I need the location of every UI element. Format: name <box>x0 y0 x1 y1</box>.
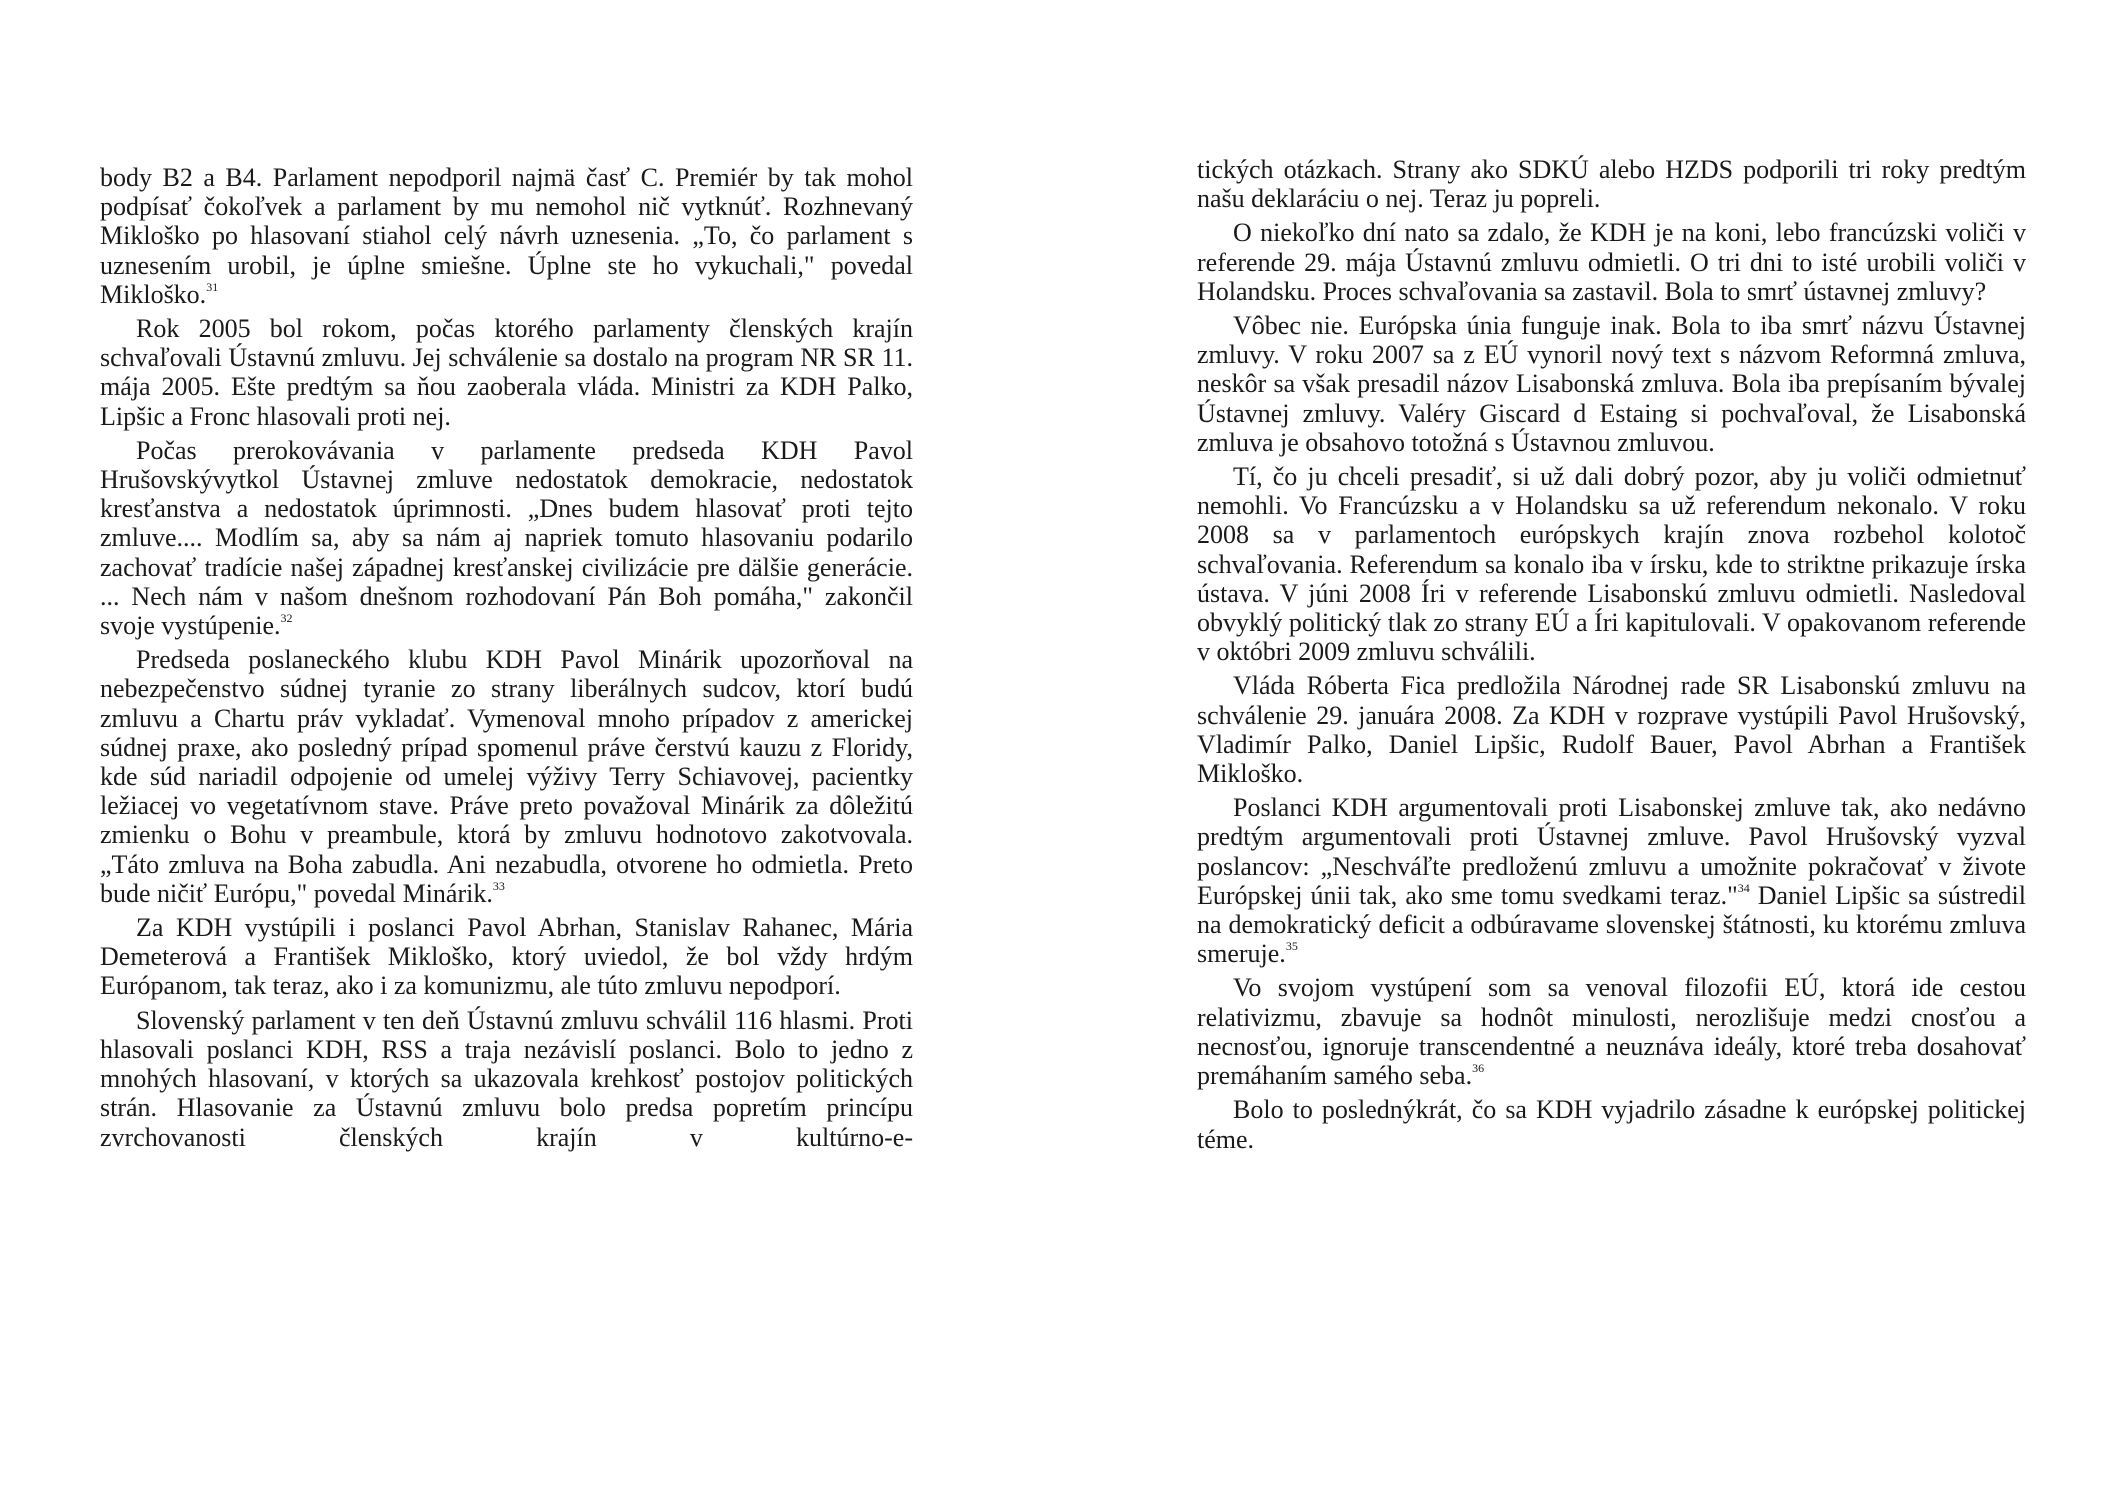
paragraph <box>1197 462 2026 666</box>
footnote-marker: 31 <box>206 279 219 294</box>
paragraph <box>100 913 913 1001</box>
paragraph-text: Za KDH vystúpili i poslanci Pavol Abrhan, Stanislav Rahanec, Mária Demeterová a František Mikloško, ktorý uviedol, že bol vždy hrdým Európanom, tak teraz, ako i za komunizmu, ale túto zmluvu nepodporí. <box>100 913 913 1001</box>
paragraph <box>1197 311 2026 457</box>
paragraph-text: Predseda poslaneckého klubu KDH Pavol Minárik upozorňoval na nebezpečenstvo súdnej tyranie zo strany liberálnych sudcov, ktorí budú zmluvu a Chartu práv vykladať. Vymenoval mnoho prípadov z americkej súdnej praxe, ako posledný prípad spomenul práve čerstvú kauzu z Floridy, kde súd nariadil odpojenie od umelej výživy Terry Schiavovej, pacientky ležiacej vo vegetatívnom stave. Práve preto považoval Minárik za dôležitú zmienku o Bohu v preambule, ktorá by zmluvu hodnotovo zakotvovala. „Táto zmluva na Boha zabudla. Ani nezabudla, otvorene ho odmietla. Preto bude ničiť Európu," povedal Minárik. <box>100 645 913 908</box>
paragraph <box>100 645 913 908</box>
paragraph-text: Vláda Róberta Fica predložila Národnej rade SR Lisabonskú zmluvu na schválenie 29. januára 2008. Za KDH v rozprave vystúpili Pavol Hrušovský, Vladimír Palko, Daniel Lipšic, Rudolf Bauer, Pavol Abrhan a František Mikloško. <box>1197 671 2026 789</box>
footnote-marker: 36 <box>1472 1061 1485 1076</box>
footnote-marker: 32 <box>280 611 293 626</box>
footnote-marker: 35 <box>1285 939 1298 954</box>
paragraph <box>1197 1095 2026 1153</box>
paragraph-text: Tí, čo ju chceli presadiť, si už dali dobrý pozor, aby ju voliči odmietnuť nemohli. Vo Francúzsku a v Holandsku sa už referendum nekonalo. V roku 2008 sa v parlamentoch európskych krajín znova rozbehol kolotoč schvaľovania. Referendum sa konalo iba v írsku, kde to striktne prikazuje írska ústava. V júni 2008 Íri v referende Lisabonskú zmluvu odmietli. Nasledoval obvyklý politický tlak zo strany EÚ a Íri kapitulovali. V opakovanom referende v októbri 2009 zmluvu schválili. <box>1197 462 2026 667</box>
paragraph <box>1197 218 2026 306</box>
paragraph-text: Vo svojom vystúpení som sa venoval filozofii EÚ, ktorá ide cestou relativizmu, zbavuje sa hodnôt minulosti, nerozlišuje medzi cnosťou a necnosťou, ignoruje transcendentné a neuznáva ideály, ktoré treba dosahovať premáhaním samého seba. <box>1197 973 2026 1091</box>
paragraph-text: O niekoľko dní nato sa zdalo, že KDH je na koni, lebo francúzski voliči v referende 29. mája Ústavnú zmluvu odmietli. O tri dni to isté urobili voliči v Holandsku. Proces schvaľovania sa zastavil. Bola to smrť ústavnej zmluvy? <box>1197 218 2026 306</box>
footnote-marker: 34 <box>1737 880 1750 895</box>
paragraph-text: Poslanci KDH argumentovali proti Lisabonskej zmluve tak, ako nedávno predtým argumentovali proti Ústavnej zmluve. Pavol Hrušovský vyzval poslancov: „Neschváľte predloženú zmluvu a umožnite pokračovať v živote Európskej únii tak, ako sme tomu svedkami teraz." <box>1197 793 2026 910</box>
footnote-marker: 33 <box>492 878 505 893</box>
right-page <box>1197 155 2026 1159</box>
paragraph <box>100 1006 913 1152</box>
paragraph <box>100 314 913 431</box>
paragraph <box>100 163 913 309</box>
paragraph-text: Bolo to poslednýkrát, čo sa KDH vyjadrilo zásadne k európskej politickej téme. <box>1197 1095 2026 1154</box>
paragraph-text: body B2 a B4. Parlament nepodporil najmä časť C. Premiér by tak mohol podpísať čokoľvek a parlament by mu nemohol nič vytknúť. Rozhnevaný Mikloško po hlasovaní stiahol celý návrh uznesenia. „To, čo parlament s uznesením urobil, je úplne smiešne. Úplne ste ho vykuchali," povedal Mikloško. <box>100 163 913 309</box>
paragraph-text: Daniel Lipšic sa sústredil na demokratický deficit a odbúravame slovenskej štátnosti, ku ktorému zmluva smeruje. <box>1197 880 2027 969</box>
left-page <box>100 163 913 1157</box>
paragraph-text: Slovenský parlament v ten deň Ústavnú zmluvu schválil 116 hlasmi. Proti hlasovali poslanci KDH, RSS a traja nezávislí poslanci. Bolo to jedno z mnohých hlasovaní, v ktorých sa ukazovala krehkosť postojov politických strán. Hlasovanie za Ústavnú zmluvu bolo predsa popretím princípu zvrchovanosti členských krajín v kultúrno-e- <box>100 1005 913 1152</box>
paragraph-text: Rok 2005 bol rokom, počas ktorého parlamenty členských krajín schvaľovali Ústavnú zmluvu. Jej schválenie sa dostalo na program NR SR 11. mája 2005. Ešte predtým sa ňou zaoberala vláda. Ministri za KDH Palko, Lipšic a Fronc hlasovali proti nej. <box>100 314 913 431</box>
paragraph <box>1197 155 2026 213</box>
paragraph <box>1197 793 2026 968</box>
paragraph <box>1197 973 2026 1090</box>
paragraph-text: Vôbec nie. Európska únia funguje inak. Bola to iba smrť názvu Ústavnej zmluvy. V roku 2007 sa z EÚ vynoril nový text s názvom Reformná zmluva, neskôr sa však presadil názov Lisabonská zmluva. Bola iba prepísaním bývalej Ústavnej zmluvy. Valéry Giscard d Estaing si pochvaľoval, že Lisabonská zmluva je obsahovo totožná s Ústavnou zmluvou. <box>1197 311 2026 457</box>
paragraph-text: tických otázkach. Strany ako SDKÚ alebo HZDS podporili tri roky predtým našu deklaráciu o nej. Teraz ju popreli. <box>1197 155 2026 214</box>
paragraph <box>1197 671 2026 788</box>
paragraph <box>100 436 913 640</box>
paragraph-text: Počas prerokovávania v parlamente predseda KDH Pavol Hrušovskývytkol Ústavnej zmluve nedostatok demokracie, nedostatok kresťanstva a nedostatok úprimnosti. „Dnes budem hlasovať proti tejto zmluve.... Modlím sa, aby sa nám aj napriek tomuto hlasovaniu podarilo zachovať tradície našej západnej kresťanskej civilizácie pre dälšie generácie. ... Nech nám v našom dnešnom rozhodovaní Pán Boh pomáha," zakončil svoje vystúpenie. <box>100 435 913 641</box>
